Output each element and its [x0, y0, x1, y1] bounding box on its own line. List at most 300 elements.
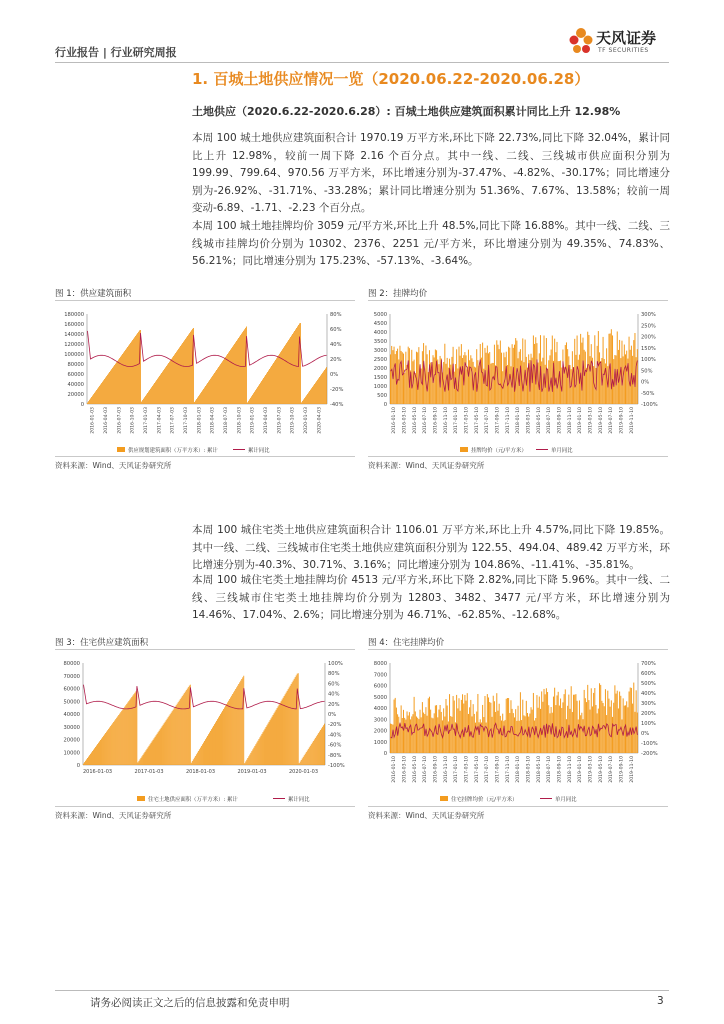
chart-bar — [567, 706, 568, 753]
chart-bar — [278, 355, 279, 404]
chart-bar — [263, 378, 264, 404]
chart-bar — [256, 743, 257, 765]
chart-bar — [255, 744, 256, 765]
chart-bar — [107, 730, 108, 765]
chart-bar — [145, 752, 146, 765]
chart-bar — [203, 389, 204, 404]
chart-bar — [101, 739, 102, 765]
y-tick-label-left: 8000 — [373, 661, 387, 667]
chart-bar — [279, 705, 280, 765]
chart-bar — [535, 718, 536, 753]
chart-bar — [118, 715, 119, 765]
chart-bar — [116, 362, 117, 404]
chart-bar — [394, 700, 395, 753]
chart-bar — [462, 358, 463, 404]
chart-bar — [178, 702, 179, 765]
chart-bar — [286, 343, 287, 404]
legend-bar-swatch — [117, 447, 125, 452]
chart-bar — [300, 762, 301, 765]
chart-bar — [319, 377, 320, 404]
chart-bar — [458, 698, 459, 753]
chart-bar — [294, 331, 295, 404]
chart-bar — [566, 719, 567, 753]
chart-bar — [84, 762, 85, 765]
chart-bar — [559, 706, 560, 753]
x-tick-label: 2017-07-10 — [485, 756, 491, 783]
y-tick-label-left: 2000 — [373, 366, 387, 372]
chart-bar — [467, 693, 468, 753]
chart-bar — [242, 332, 243, 404]
chart-bar — [217, 369, 218, 404]
chart-bar — [220, 364, 221, 404]
chart-bar — [123, 708, 124, 765]
chart-bar — [228, 701, 229, 765]
chart-bar — [554, 688, 555, 753]
chart-bar — [574, 339, 575, 404]
chart-bar — [483, 369, 484, 404]
x-tick-label: 2017-10-03 — [184, 407, 189, 434]
chart-bar — [197, 398, 198, 404]
chart-bar — [309, 747, 310, 765]
y-tick-label-left: 140000 — [64, 332, 84, 338]
chart-bar — [272, 717, 273, 765]
chart-bar — [158, 377, 159, 404]
chart-bar — [620, 696, 621, 753]
x-tick-label: 2017-07-03 — [170, 407, 176, 434]
chart-bar — [124, 351, 125, 404]
figure-2-divider — [368, 300, 668, 301]
chart-bar — [233, 345, 234, 404]
chart-bar — [136, 335, 137, 404]
chart-bar — [634, 333, 635, 404]
chart-bar — [293, 333, 294, 404]
company-logo — [568, 24, 678, 64]
chart-bar — [220, 714, 221, 765]
y-tick-label-left: 30000 — [63, 724, 80, 731]
x-tick-label: 2018-05-10 — [536, 407, 542, 434]
chart-bar — [245, 761, 246, 765]
chart-bar — [297, 674, 298, 765]
chart-bar — [454, 701, 455, 753]
chart-bar — [405, 720, 406, 753]
x-tick-label: 2016-01-03 — [83, 769, 113, 775]
y-tick-label-right: 200% — [641, 334, 656, 341]
chart-bar — [125, 350, 126, 404]
chart-bar — [324, 370, 325, 404]
chart-bar — [301, 402, 302, 404]
chart-bar — [305, 754, 306, 765]
chart-bar — [211, 377, 212, 404]
y-tick-label-right: -50% — [641, 390, 655, 397]
chart-bar — [149, 390, 150, 404]
chart-bar — [449, 694, 450, 753]
chart-bar — [93, 750, 94, 765]
chart-bar — [593, 693, 594, 753]
chart-bar — [148, 747, 149, 765]
chart-bar — [243, 331, 244, 404]
chart-bar — [189, 333, 190, 404]
chart-bar — [187, 689, 188, 765]
chart-bar — [314, 739, 315, 765]
chart-bar — [580, 715, 581, 753]
y-tick-label-right: 100% — [641, 721, 656, 727]
chart-bar — [239, 682, 240, 765]
chart-bar — [276, 710, 277, 765]
y-tick-label-left: 1500 — [373, 375, 387, 381]
chart-bar — [143, 399, 144, 404]
chart-bar — [221, 363, 222, 404]
x-tick-label: 2020-01-03 — [288, 769, 319, 775]
chart-bar — [117, 716, 118, 765]
chart-bar — [116, 718, 117, 765]
chart-bar — [89, 400, 90, 404]
chart-bar — [88, 757, 89, 765]
y-tick-label-right: 100% — [641, 357, 656, 363]
y-tick-label-right: 0% — [641, 379, 650, 386]
chart-bar — [112, 368, 113, 404]
chart-bar — [591, 688, 592, 753]
chart-bar — [236, 341, 237, 404]
chart-bar — [500, 716, 501, 753]
report-category: 行业报告 | 行业研究周报 — [55, 46, 177, 59]
chart-bar — [239, 337, 240, 404]
chart-bar — [271, 718, 272, 765]
chart-bar — [308, 749, 309, 765]
x-tick-label: 2017-09-10 — [495, 756, 501, 783]
chart-bar — [552, 713, 553, 753]
chart-bar — [409, 712, 410, 753]
chart-bar — [525, 716, 526, 753]
chart-bar — [506, 352, 507, 404]
chart-bar — [306, 752, 307, 765]
chart-bar — [114, 365, 115, 404]
section-subtitle: 土地供应（2020.6.22-2020.6.28）: 百城土地供应建筑面积累计同比上升 12.98% — [192, 105, 621, 118]
chart-bar — [132, 696, 133, 765]
chart-bar — [258, 739, 259, 765]
chart-bar — [188, 335, 189, 404]
chart-bar — [110, 371, 111, 404]
chart-bar — [229, 699, 230, 765]
chart-bar — [630, 350, 631, 404]
chart-bar — [235, 342, 236, 404]
chart-bar — [163, 370, 164, 404]
chart-bar — [620, 358, 621, 404]
y-tick-label-left: 2500 — [373, 357, 387, 363]
chart-bar — [128, 346, 129, 404]
chart-bar — [427, 354, 428, 404]
chart-bar — [97, 389, 98, 404]
chart-bar — [222, 711, 223, 765]
chart-bar — [450, 365, 451, 404]
chart-bar — [181, 698, 182, 765]
x-tick-label: 2018-11-10 — [567, 756, 573, 783]
chart-bar — [138, 761, 139, 765]
y-tick-label-left: 7000 — [373, 672, 387, 679]
figure-2-source: 资料来源：Wind、天风证券研究所 — [368, 461, 485, 470]
chart-bar — [163, 725, 164, 765]
y-tick-label-right: -20% — [330, 387, 344, 393]
chart-bar — [572, 712, 573, 753]
chart-bar — [161, 373, 162, 404]
chart-bar — [467, 370, 468, 404]
chart-bar — [129, 700, 130, 765]
x-tick-label: 2018-01-10 — [516, 756, 522, 783]
chart-bar — [172, 357, 173, 404]
chart-bar — [262, 732, 263, 765]
chart-bar — [463, 704, 464, 753]
chart-bar — [302, 758, 303, 765]
chart-bar — [192, 761, 193, 765]
y-tick-label-left: 0 — [80, 402, 84, 408]
chart-bar — [605, 689, 606, 753]
chart-bar — [320, 730, 321, 765]
x-tick-label: 2018-07-10 — [547, 407, 553, 434]
y-tick-label-left: 100000 — [64, 352, 84, 358]
chart-bar — [633, 683, 634, 753]
chart-bar — [188, 687, 189, 765]
x-tick-label: 2019-07-10 — [609, 756, 615, 783]
x-tick-label: 2017-11-10 — [505, 407, 511, 434]
chart-bar — [99, 741, 100, 765]
chart-bar — [258, 386, 259, 404]
chart-bar — [306, 395, 307, 404]
chart-bar — [270, 367, 271, 404]
legend-bar-swatch — [440, 796, 448, 801]
y-tick-label-right: -60% — [328, 742, 342, 749]
chart-bar — [92, 751, 93, 765]
chart-bar — [265, 375, 266, 404]
chart-bar — [206, 385, 207, 404]
chart-bar — [584, 350, 585, 404]
chart-bar — [226, 704, 227, 765]
chart-bar — [139, 759, 140, 765]
chart-bar — [290, 337, 291, 404]
x-tick-label: 2017-04-03 — [157, 407, 163, 434]
legend-line-label: 单月同比 — [551, 448, 573, 454]
chart-bar — [455, 722, 456, 753]
chart-bar — [238, 338, 239, 404]
chart-bar — [151, 387, 152, 404]
chart-bar — [149, 746, 150, 765]
chart-bar — [185, 339, 186, 404]
chart-bar — [131, 341, 132, 404]
chart-bar — [564, 694, 565, 753]
chart-bar — [216, 370, 217, 404]
y-tick-label-right: -200% — [641, 751, 658, 757]
chart-bar — [257, 387, 258, 404]
y-tick-label-right: 60% — [328, 681, 340, 688]
chart-bar — [601, 701, 602, 753]
chart-bar — [267, 725, 268, 765]
chart-bar — [476, 349, 477, 404]
x-tick-label: 2019-01-03 — [250, 407, 256, 434]
chart-bar — [481, 722, 482, 753]
chart-bar — [170, 360, 171, 404]
chart-bar — [278, 706, 279, 765]
chart-bar — [168, 717, 169, 765]
chart-bar — [212, 376, 213, 404]
chart-bar — [119, 358, 120, 404]
chart-bar — [521, 720, 522, 753]
chart-bar — [210, 731, 211, 765]
chart-bar — [466, 355, 467, 404]
chart-bar — [150, 744, 151, 765]
x-tick-label: 2019-11-10 — [629, 756, 635, 783]
chart-bar — [273, 363, 274, 404]
chart-bar — [137, 762, 138, 765]
chart-bar — [437, 717, 438, 753]
chart-listing-price — [368, 306, 668, 456]
figure-2-bottom-divider — [368, 456, 668, 457]
y-tick-label-right: 300% — [641, 701, 656, 707]
figure-4-bottom-divider — [368, 806, 668, 807]
chart-bar — [214, 373, 215, 404]
chart-bar — [90, 754, 91, 765]
chart-bar — [229, 351, 230, 404]
chart-bar — [129, 344, 130, 404]
y-tick-label-left: 40000 — [63, 712, 80, 718]
chart-bar — [155, 382, 156, 404]
chart-bar — [320, 376, 321, 404]
chart-bar — [522, 700, 523, 753]
chart-bar — [154, 738, 155, 765]
figure-1-divider — [55, 300, 355, 301]
chart-bar — [594, 688, 595, 753]
chart-bar — [532, 710, 533, 753]
x-tick-label: 2017-01-03 — [144, 407, 149, 434]
chart-bar — [227, 354, 228, 404]
chart-bar — [627, 707, 628, 753]
figure-3-divider — [55, 649, 355, 650]
chart-bar — [134, 693, 135, 765]
chart-bar — [304, 398, 305, 404]
y-tick-label-left: 40000 — [67, 382, 84, 388]
chart-bar — [287, 691, 288, 765]
chart-bar — [507, 698, 508, 753]
chart-bar — [115, 719, 116, 765]
chart-bar — [124, 707, 125, 765]
chart-bar — [214, 724, 215, 765]
chart-bar — [146, 394, 147, 404]
chart-bar — [194, 758, 195, 765]
chart-bar — [103, 380, 104, 404]
chart-bar — [314, 384, 315, 404]
chart-bar — [181, 345, 182, 404]
x-tick-label: 2019-01-10 — [578, 756, 584, 783]
y-tick-label-right: 0% — [330, 372, 339, 378]
chart-bar — [122, 354, 123, 404]
x-tick-label: 2018-01-03 — [185, 769, 216, 775]
chart-bar — [405, 352, 406, 404]
chart-bar — [261, 381, 262, 404]
paragraph-residential-supply: 本周 100 城住宅类土地供应建筑面积合计 1106.01 万平方米,环比上升 4.57%,同比下降 19.85%。其中一线、二线、三线城市住宅类土地供应建筑面积分别为 122.55、494.04、489.42 万平方米，环比增速分别为-40.3%、30.71%、3.16%；同比增速分别为 104.86%、-11.41%、-35.81%。 — [192, 524, 670, 571]
y-tick-label-left: 3000 — [373, 348, 387, 354]
chart-bar — [85, 761, 86, 765]
chart-bar — [473, 704, 474, 753]
chart-bar — [460, 356, 461, 404]
chart-bar — [251, 396, 252, 404]
chart-bar — [293, 681, 294, 765]
chart-bar — [431, 718, 432, 753]
chart-bar — [237, 686, 238, 765]
chart-bar — [168, 363, 169, 404]
chart-bar — [139, 330, 140, 404]
footer-divider — [55, 990, 669, 991]
legend-bar-swatch — [137, 796, 145, 801]
chart-bar — [395, 698, 396, 753]
chart-bar — [246, 760, 247, 765]
chart-bar — [322, 727, 323, 765]
chart-bar — [148, 392, 149, 404]
x-tick-label: 2019-01-10 — [578, 407, 584, 434]
chart-bar — [549, 355, 550, 404]
chart-bar — [585, 698, 586, 753]
y-tick-label-left: 60000 — [63, 686, 80, 693]
chart-bar — [185, 692, 186, 765]
figure-1-label: 图 1：供应建筑面积 — [55, 289, 132, 299]
chart-bar — [267, 372, 268, 404]
chart-bar — [407, 365, 408, 404]
chart-bar — [421, 717, 422, 753]
chart-bar — [286, 693, 287, 765]
chart-bar — [161, 728, 162, 765]
chart-bar — [112, 723, 113, 765]
chart-bar — [227, 702, 228, 765]
chart-bar — [317, 735, 318, 765]
chart-bar — [518, 358, 519, 404]
chart-bar — [151, 743, 152, 765]
chart-bar — [315, 738, 316, 765]
chart-bar — [308, 392, 309, 404]
chart-bar — [558, 692, 559, 753]
chart-bar — [213, 374, 214, 404]
chart-bar — [145, 396, 146, 404]
chart-bar — [187, 336, 188, 404]
chart-bar — [173, 356, 174, 404]
chart-bar — [603, 703, 604, 753]
chart-bar — [126, 348, 127, 404]
chart-bar — [107, 375, 108, 404]
chart-bar — [299, 763, 300, 765]
chart-bar — [150, 389, 151, 404]
chart-bar — [115, 364, 116, 404]
chart-bar — [431, 369, 432, 404]
chart-bar — [636, 690, 637, 753]
chart-bar — [226, 355, 227, 404]
chart-bar — [97, 744, 98, 765]
chart-bar — [231, 696, 232, 765]
chart-bar — [104, 734, 105, 765]
chart-bar — [105, 378, 106, 404]
x-tick-label: 2020-01-03 — [304, 407, 309, 434]
chart-bar — [291, 336, 292, 404]
chart-bar — [514, 717, 515, 753]
chart-bar — [500, 341, 501, 404]
chart-bar — [108, 729, 109, 765]
chart-bar — [211, 729, 212, 765]
chart-bar — [203, 743, 204, 765]
chart-bar — [192, 329, 193, 404]
chart-bar — [172, 711, 173, 765]
chart-bar — [608, 699, 609, 753]
chart-bar — [436, 350, 437, 404]
chart-bar — [266, 374, 267, 404]
chart-bar — [515, 709, 516, 753]
chart-bar — [623, 698, 624, 753]
y-tick-label-left: 2000 — [373, 728, 387, 735]
x-tick-label: 2018-05-10 — [536, 756, 542, 783]
chart-bar — [92, 396, 93, 404]
